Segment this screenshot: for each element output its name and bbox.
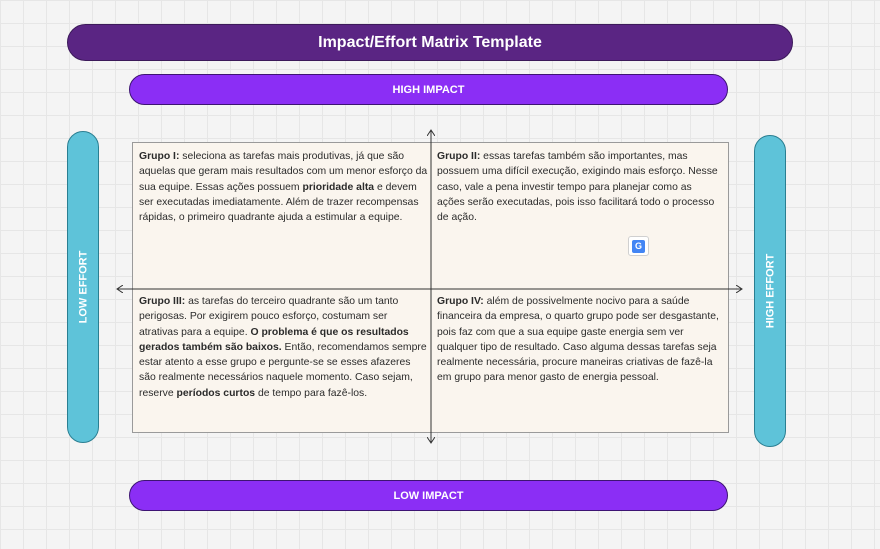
- group-2-title: Grupo II:: [437, 151, 481, 162]
- group-1-title: Grupo I:: [139, 151, 180, 162]
- quadrant-group-2[interactable]: [437, 149, 722, 225]
- group-3-title: Grupo III:: [139, 296, 186, 307]
- group-2-text: essas tarefas também são importantes, mas possuem uma difícil execução, exigindo mais esforço. Nesse caso, vale a pena investir tempo para planejar como as ações serão executadas, pois isso facilitará todo o processo de ação.: [437, 151, 718, 224]
- group-1-bold: prioridade alta: [302, 181, 375, 193]
- translate-glyph: G: [632, 240, 645, 253]
- quadrant-group-4[interactable]: [437, 294, 722, 386]
- high-effort-label: HIGH EFFORT: [764, 253, 776, 329]
- group-1-text-end: e devem ser executadas imediatamente. Além de trazer recompensas rápidas, o primeiro quadrante ajuda a estimular a equipe.: [139, 181, 419, 224]
- group-3-bold: O problema é que os resultados gerados também são baixos.: [139, 326, 409, 353]
- group-4-text: além de possivelmente nocivo para a saúde financeira da empresa, o quarto grupo pode ser desgastante, pois faz com que a sua equipe gaste energia sem ver qualquer tipo de resultado. Caso alguma dessas tarefas seja realmente necessária, procure maneiras criativas de fazê-la em grupo para menor gasto de energia pessoal.: [437, 296, 719, 384]
- group-3-text-end: de tempo para fazê-los.: [255, 387, 368, 399]
- group-1-text: seleciona as tarefas mais produtivas, já que são aquelas que geram mais resultados com um menor esforço da sua equipe. Essas ações possuem: [139, 151, 428, 193]
- low-impact-label[interactable]: LOW IMPACT: [129, 480, 728, 511]
- group-3-text-mid: Então, recomendamos sempre estar atento a esse grupo e pergunte-se se esses afazeres são realmente necessários naquele momento. Caso sejam, reserve: [139, 341, 427, 399]
- google-translate-icon[interactable]: [628, 236, 649, 256]
- group-3-text: as tarefas do terceiro quadrante são um tanto perigosas. Por exigirem pouco esforço, costumam ser atrativas para a equipe.: [139, 296, 399, 338]
- group-3-bold-2: períodos curtos: [176, 387, 256, 399]
- high-impact-label[interactable]: HIGH IMPACT: [129, 74, 728, 105]
- quadrant-group-3[interactable]: [139, 294, 427, 401]
- group-4-title: Grupo IV:: [437, 296, 484, 307]
- low-effort-label: LOW EFFORT: [77, 250, 89, 324]
- quadrant-group-1[interactable]: [139, 149, 429, 225]
- matrix-title[interactable]: Impact/Effort Matrix Template: [67, 24, 793, 61]
